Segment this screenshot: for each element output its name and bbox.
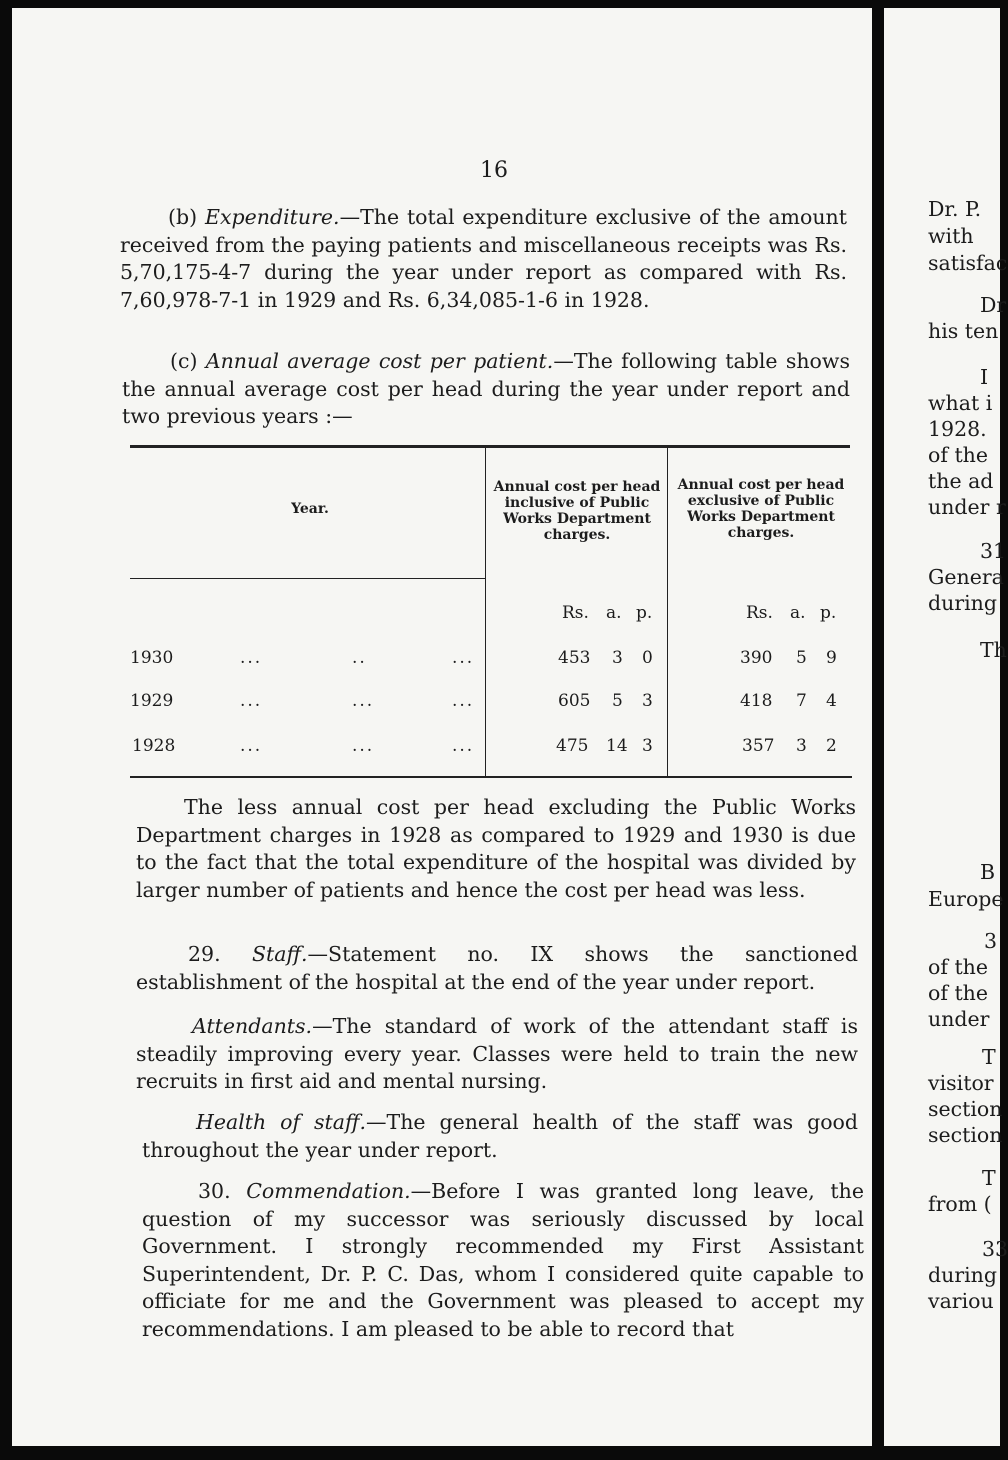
facing-line: 31 [980, 539, 1007, 563]
annual-cost-paragraph [122, 348, 850, 431]
facing-line: visitor [928, 1071, 994, 1095]
row-inc-rs: 453 [558, 648, 591, 668]
facing-line: during [928, 1263, 998, 1287]
expenditure-text: —The total expenditure exclusive of the amount received from the paying patients and miscellaneous receipts was Rs. 5,70,175-4-7 during the year under report as compared with Rs. 7,60,978-7-1 in 1929 and Rs. 6,34,085-1-6 in 1928. [120, 205, 847, 312]
health-heading: Health of staff. [196, 1110, 367, 1134]
row-inc-a: 3 [612, 648, 623, 668]
row-exc-a: 3 [796, 736, 807, 756]
page-number: 16 [480, 158, 508, 183]
annual-cost-lead: (c) [170, 349, 198, 373]
facing-line: section [928, 1123, 1003, 1147]
commendation-lead: 30. [198, 1179, 231, 1203]
staff-text: —Statement no. IX shows the sanctioned establishment of the hospital at the end of the year under report. [136, 942, 858, 994]
unit-p-exc: p. [820, 603, 837, 623]
facing-line: Th [980, 638, 1007, 662]
row-inc-rs: 475 [556, 736, 589, 756]
facing-line: T [982, 1166, 996, 1190]
facing-line: what i [928, 391, 993, 415]
facing-line: Dr. P. [928, 197, 982, 221]
row-leader-dots: ... [240, 691, 263, 711]
facing-line: satisfac [928, 251, 1008, 275]
row-year: 1929 [130, 691, 174, 711]
facing-line: of the [928, 981, 989, 1005]
annual-cost-text: —The following table shows the annual average cost per head during the year under report and two previous years :— [122, 349, 850, 428]
attendants-heading: Attendants. [192, 1014, 313, 1038]
table-divider-2 [667, 448, 668, 776]
commendation-heading: Commendation. [246, 1179, 411, 1203]
row-inc-a: 5 [612, 691, 623, 711]
expenditure-heading: Expenditure. [205, 205, 340, 229]
facing-line: of the [928, 955, 989, 979]
facing-line: the ad [928, 469, 994, 493]
health-paragraph [142, 1109, 858, 1164]
staff-paragraph [136, 941, 858, 996]
row-year: 1930 [130, 648, 174, 668]
row-year: 1928 [132, 736, 176, 756]
row-leader-dots: ... [352, 736, 375, 756]
expenditure-lead: (b) [168, 205, 198, 229]
row-exc-p: 4 [826, 691, 837, 711]
row-leader-dots: .. [352, 648, 367, 668]
unit-p-inc: p. [636, 603, 653, 623]
row-leader-dots: ... [240, 736, 263, 756]
table-top-rule [130, 445, 850, 448]
annual-cost-heading: Annual average cost per patient. [205, 349, 554, 373]
table-bottom-rule [130, 776, 852, 778]
row-leader-dots: ... [452, 691, 475, 711]
row-inc-p: 0 [642, 648, 653, 668]
facing-line: under r [928, 495, 1006, 519]
staff-heading: Staff. [252, 942, 308, 966]
row-leader-dots: ... [240, 648, 263, 668]
facing-line: Genera [928, 565, 1004, 589]
staff-lead: 29. [188, 942, 221, 966]
row-exc-p: 2 [826, 736, 837, 756]
row-inc-p: 3 [642, 736, 653, 756]
facing-line: I [980, 365, 989, 389]
unit-rs-inc: Rs. [562, 603, 589, 623]
header-year: Year. [291, 501, 329, 517]
header-inclusive: Annual cost per head inclusive of Public Works Department charges. [493, 479, 661, 543]
facing-line: of the [928, 443, 989, 467]
row-leader-dots: ... [452, 736, 475, 756]
facing-line: with [928, 224, 974, 248]
page-left [12, 8, 872, 1446]
facing-line: section [928, 1097, 1003, 1121]
less-cost-paragraph: The less annual cost per head excluding the Public Works Department charges in 1928 as compared to 1929 and 1930 is due to the fact that the total expenditure of the hospital was divided by larger number of patients and hence the cost per head was less. [136, 795, 856, 902]
row-inc-a: 14 [606, 736, 628, 756]
facing-line: Europe [928, 887, 1004, 911]
row-exc-rs: 357 [742, 736, 775, 756]
commendation-paragraph [142, 1178, 864, 1343]
facing-line: during [928, 591, 998, 615]
row-inc-rs: 605 [558, 691, 591, 711]
facing-line: 33 [982, 1237, 1008, 1261]
row-exc-rs: 390 [740, 648, 773, 668]
facing-line: his ten [928, 319, 999, 343]
header-exclusive: Annual cost per head exclusive of Public Works Department charges. [677, 477, 845, 541]
health-text: —The general health of the staff was good throughout the year under report. [142, 1110, 858, 1162]
unit-rs-exc: Rs. [746, 603, 773, 623]
row-leader-dots: ... [352, 691, 375, 711]
facing-line: Dr [980, 293, 1007, 317]
row-leader-dots: ... [452, 648, 475, 668]
table-header-rule [130, 578, 485, 579]
commendation-text: —Before I was granted long leave, the question of my successor was seriously discussed by local Government. I strongly recommended my First Assistant Superintendent, Dr. P. C. Das, whom I considered quite capable to officiate for me and the Government was pleased to accept my recommendations. I am pleased to be able to record that [142, 1179, 864, 1341]
unit-a-inc: a. [606, 603, 622, 623]
cost-table [130, 445, 852, 785]
row-inc-p: 3 [642, 691, 653, 711]
facing-line: T [982, 1045, 996, 1069]
row-exc-a: 5 [796, 648, 807, 668]
facing-line: B [980, 860, 996, 884]
unit-a-exc: a. [790, 603, 806, 623]
attendants-text: —The standard of work of the attendant staff is steadily improving every year. Classes were held to train the new recruits in first aid and mental nursing. [136, 1014, 858, 1093]
facing-line: from ( [928, 1192, 992, 1216]
table-divider-1 [485, 448, 486, 776]
facing-line: under [928, 1007, 990, 1031]
row-exc-p: 9 [826, 648, 837, 668]
facing-line: 3 [984, 929, 998, 953]
row-exc-a: 7 [796, 691, 807, 711]
facing-line: 1928. [928, 417, 987, 441]
expenditure-paragraph [120, 204, 847, 314]
facing-line: variou [928, 1289, 994, 1313]
facing-page-fragment [884, 8, 1008, 1446]
attendants-paragraph [136, 1013, 858, 1096]
row-exc-rs: 418 [740, 691, 773, 711]
